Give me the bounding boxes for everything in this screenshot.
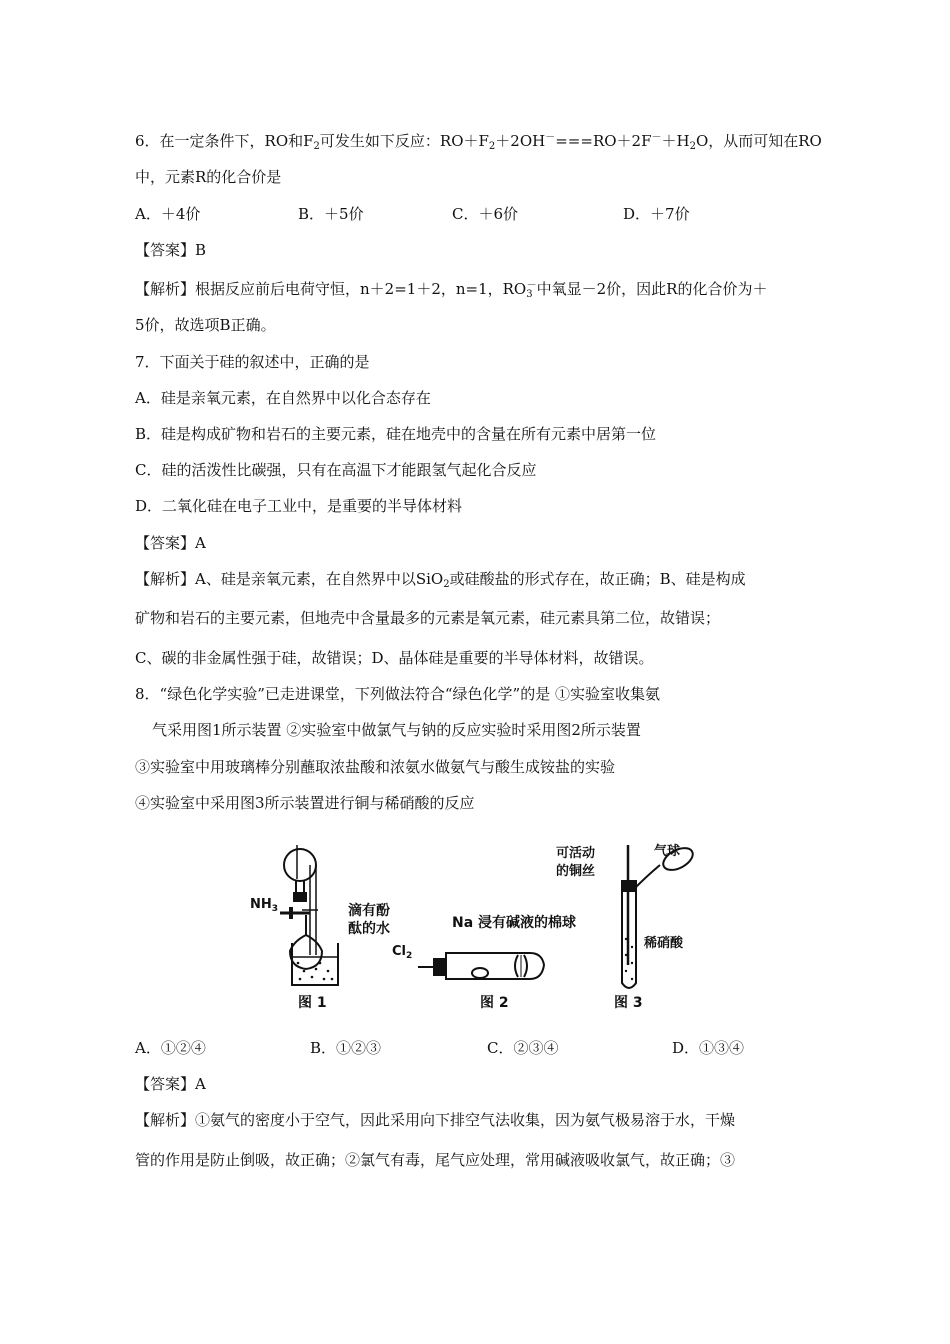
q8-option-b: B．①②③ [310, 1039, 382, 1057]
q7-option-c: C．硅的活泼性比碳强，只有在高温下才能跟氢气起化合反应 [135, 461, 537, 479]
q6-option-d: D．＋7价 [623, 205, 690, 223]
q7-option-b: B．硅是构成矿物和岩石的主要元素，硅在地壳中的含量在所有元素中居第一位 [135, 425, 657, 443]
copper-wire-label-2: 的铜丝 [556, 864, 596, 879]
q7-explanation-line2: 矿物和岩石的主要元素，但地壳中含量最多的元素是氧元素，硅元素具第二位，故错误； [135, 609, 721, 627]
balloon-label: 气球 [654, 844, 681, 859]
dilute-nitric-acid-label: 稀硝酸 [644, 936, 684, 951]
apparatus-figure [240, 835, 720, 1035]
q6-stem-line1: 6．在一定条件下，RO和$F_2$可发生如下反应：$RO+F_2+2OH^-===RO+2F^-+H_2O$，从而可知在RO [135, 132, 822, 152]
nh3-label: $NH_3$ [250, 897, 279, 914]
q8-stem-line2: 气采用图1所示装置 ②实验室中做氯气与钠的反应实验时采用图2所示装置 [152, 721, 641, 739]
q8-explanation-line1: 【解析】①氨气的密度小于空气，因此采用向下排空气法收集，因为氨气极易溶于水，干燥 [135, 1111, 736, 1129]
q7-answer: 【答案】A [135, 534, 206, 552]
figure-3-apparatus [622, 844, 696, 988]
q6-option-b: B．＋5价 [298, 205, 364, 223]
figure-3-caption: 图 3 [614, 995, 643, 1011]
q7-stem: 7．下面关于硅的叙述中，正确的是 [135, 353, 370, 371]
q6-option-c: C．＋6价 [452, 205, 519, 223]
q8-explanation-line2: 管的作用是防止倒吸，故正确；②氯气有毒，尾气应处理，常用碱液吸收氯气，故正确；③ [135, 1151, 736, 1169]
q6-stem-line2: 中，元素R的化合价是 [135, 168, 282, 186]
q8-stem-line4: ④实验室中采用图3所示装置进行铜与稀硝酸的反应 [135, 794, 475, 812]
figure-2-apparatus [418, 953, 544, 979]
phenolphthalein-water-label-1: 滴有酚 [348, 903, 390, 919]
figure-2-caption: 图 2 [480, 995, 509, 1011]
q7-explanation-line1: 【解析】A、硅是亲氧元素，在自然界中以SiO$_2$或硅酸盐的形式存在，故正确；B、硅是构成 [135, 570, 746, 590]
q6-answer: 【答案】B [135, 241, 207, 259]
q6-explanation-line1: 【解析】根据反应前后电荷守恒，n＋2=1＋2，n=1，$RO_3^-$中氧显－2价，因此R的化合价为＋ [135, 280, 768, 300]
na-cotton-ball-label: Na 浸有碱液的棉球 [452, 915, 577, 931]
q6-explanation-line2: 5价，故选项B正确。 [135, 316, 276, 334]
q8-answer: 【答案】A [135, 1075, 206, 1093]
q8-option-c: C．②③④ [487, 1039, 559, 1057]
q8-option-a: A．①②④ [135, 1039, 206, 1057]
figure-1-apparatus [280, 845, 338, 985]
q7-explanation-line3: C、碳的非金属性强于硅，故错误；D、晶体硅是重要的半导体材料，故错误。 [135, 649, 654, 667]
phenolphthalein-water-label-2: 酞的水 [348, 921, 390, 937]
q8-option-d: D．①③④ [672, 1039, 745, 1057]
figure-1-caption: 图 1 [298, 995, 327, 1011]
q7-option-a: A．硅是亲氧元素，在自然界中以化合态存在 [135, 389, 431, 407]
cl2-label: $Cl_2$ [392, 944, 413, 961]
q7-option-d: D．二氧化硅在电子工业中，是重要的半导体材料 [135, 497, 463, 515]
q8-stem-line1: 8．“绿色化学实验”已走进课堂，下列做法符合“绿色化学”的是 ①实验室收集氨 [135, 685, 660, 703]
q6-option-a: A．＋4价 [135, 205, 201, 223]
figure-1-water-dots [297, 962, 334, 981]
copper-wire-label-1: 可活动 [556, 846, 596, 861]
q8-stem-line3: ③实验室中用玻璃棒分别蘸取浓盐酸和浓氨水做氨气与酸生成铵盐的实验 [135, 758, 616, 776]
